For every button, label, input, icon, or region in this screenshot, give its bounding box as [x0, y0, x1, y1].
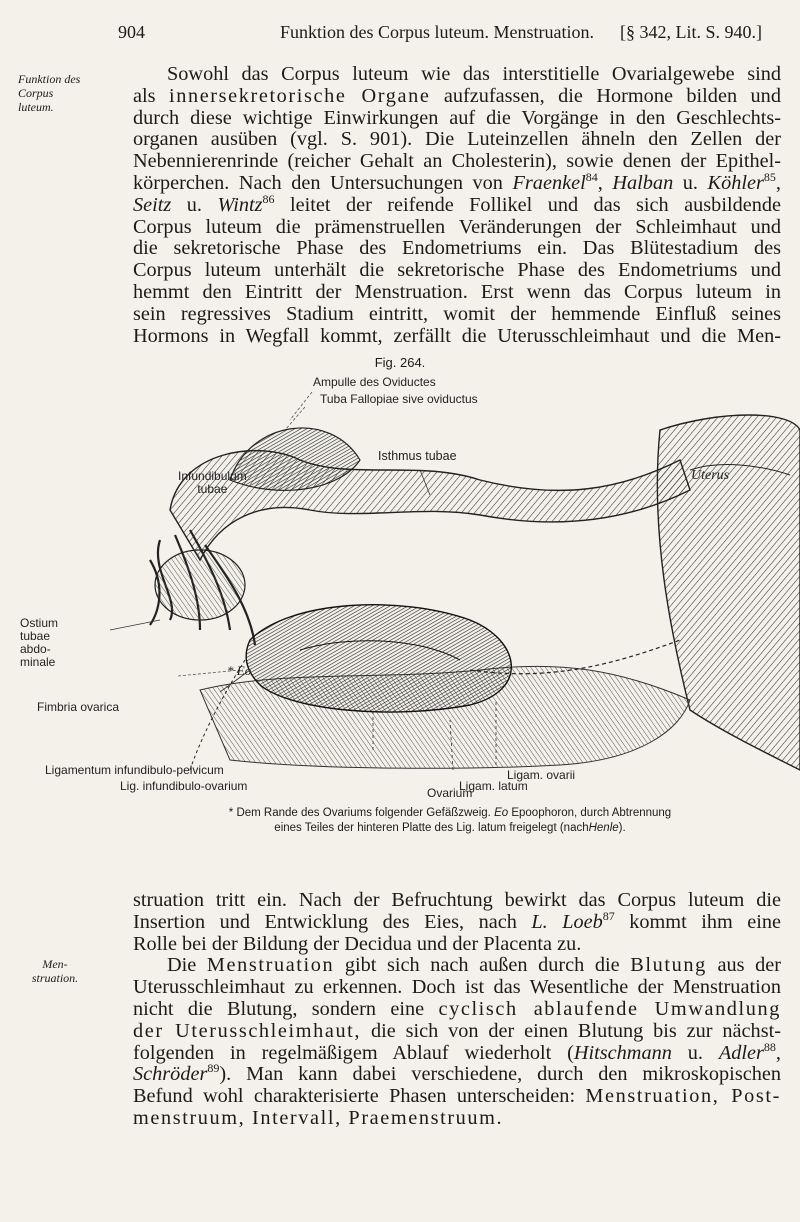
anatomical-figure	[0, 370, 800, 800]
label-uterus: Uterus	[691, 468, 730, 483]
page-number: 904	[118, 22, 145, 42]
footnote-ref: 87	[602, 909, 615, 924]
footnote-ref: 85	[763, 170, 776, 185]
label-tuba: Tuba Fallopiae sive oviductus	[320, 392, 478, 406]
label-fimbria: Fimbria ovarica	[37, 700, 120, 714]
label-ligam-ovarii: Ligam. ovarii	[507, 768, 576, 782]
label-lig-ovarium: Lig. infundibulo-ovarium	[120, 779, 248, 793]
label-eo: * Eo	[227, 663, 252, 678]
ovarium-shape	[246, 605, 511, 712]
label-ampulle: Ampulle des Oviductes	[313, 375, 436, 389]
emphasis-text: innersekretorische Organe	[168, 84, 431, 107]
paragraph-corpus-luteum: Sowohl das Corpus luteum wie das interstitielle Ovarialgewebe sind als innersekretorische Organe aufzufassen, die Hormone bilden und durch diese wichtige Einwirkungen auf die Vorgänge in den Geschlechts- organen ausüben (vgl. S. 901). Die Luteinzellen ähneln den Zellen der Nebennierenrinde (reicher Gehalt an Cholesterin), sowie denen der Epithel- körperchen. Nach den Untersuchungen von Fraenkel$^{84}$, Halban u. Köhler$^{85}$, Seitz u. Wintz$^{86}$ leitet der reifende Follikel und das sich ausbildende Corpus luteum die prämenstruellen Veränderungen der Schleimhaut und die sekretorische Phase des Endometriums ein. Das Blütestadium des Corpus luteum unterhält die sekretorische Phase des Endometriums und hemmt den Eintritt der Menstruation. Erst wenn das Corpus luteum in sein regressives Stadium eintritt, womit der hemmende Einfluß seines Hormons in Wegfall kommt, zerfällt die Uterusschleimhaut und die Men-	[133, 63, 782, 347]
label-ostium: Ostium tubae abdo- minale	[20, 616, 59, 669]
figure-caption: * Dem Rande des Ovariums folgender Gefäßzweig. Eo Epoophoron, durch Abtrennung eines Teiles der hinteren Platte des Lig. latum freigelegt (nachHenle).	[228, 807, 672, 834]
footnote-ref: 84	[585, 170, 598, 185]
label-ovarium: Ovarium	[427, 786, 473, 800]
margin-note-corpus-luteum: Funktion des Corpus luteum.	[18, 72, 81, 114]
label-ligam-latum: Ligam. latum	[459, 779, 528, 793]
margin-note-menstruation: Men- struation.	[31, 957, 79, 985]
footnote-ref: 86	[262, 192, 275, 207]
footnote-ref: 89	[207, 1061, 220, 1076]
running-title: Funktion des Corpus luteum. Menstruation.	[280, 22, 594, 42]
section-reference: [§ 342, Lit. S. 940.]	[620, 22, 762, 42]
label-infundibulum: Infundibulum tubae	[178, 469, 247, 496]
figure-number: Fig. 264.	[374, 355, 426, 370]
label-lig-pelvicum: Ligamentum infundibulo-pelvicum	[45, 763, 224, 777]
uterine-adnexa-illustration	[0, 370, 800, 800]
paragraph-menstruation: struation tritt ein. Nach der Befruchtung bewirkt das Corpus luteum die Insertion und Entwicklung des Eies, nach L. Loeb$^{87}$ kommt ihm eine Rolle bei der Bildung der Decidua und der Placenta zu. Die Menstruation gibt sich nach außen durch die Blutung aus der Uterusschleimhaut zu erkennen. Doch ist das Wesentliche der Menstruation nicht die Blutung, sondern eine cyclisch ablaufende Umwandlung der Uterusschleimhaut, die sich von der einen Blutung bis zur nächst- folgenden in regelmäßigem Ablauf wiederholt (Hitschmann u. Adler$^{88}$, Schröder$^{89}$). Man kann dabei verschiedene, durch den mikroskopischen Befund wohl charakterisierte Phasen unterscheiden: Menstruation, Post- menstruum, Intervall, Praemenstruum.	[133, 889, 782, 1129]
label-isthmus: Isthmus tubae	[378, 449, 457, 463]
footnote-ref: 88	[763, 1039, 776, 1054]
